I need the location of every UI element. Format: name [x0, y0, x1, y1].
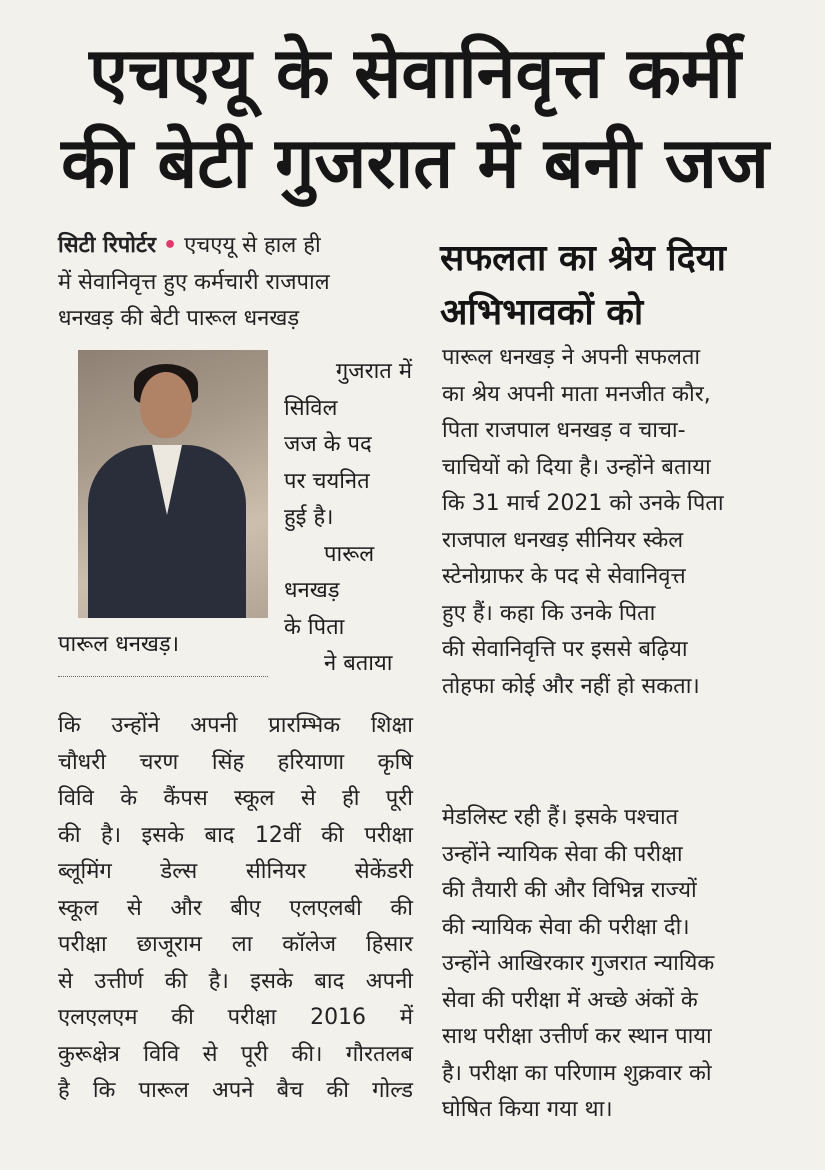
subheading [440, 232, 820, 340]
headline [20, 28, 810, 208]
byline: सिटी रिपोर्टर [58, 233, 156, 258]
body-line: की सेवानिवृत्ति पर इससे बढ़िया [442, 637, 688, 662]
body-line: से उत्तीर्ण की है। इसके बाद अपनी [58, 968, 413, 994]
body-line: राजपाल धनखड़ सीनियर स्केल [442, 527, 684, 553]
body-line: साथ परीक्षा उत्तीर्ण कर स्थान पाया [442, 1024, 712, 1049]
body-line: चौधरी चरण सिंह हरियाणा कृषि [58, 749, 413, 775]
body-line: तोहफा कोई और नहीं हो सकता। [442, 673, 700, 699]
byline-bullet: • [163, 233, 178, 258]
body-line: मेडलिस्ट रही हैं। इसके पश्चात [442, 805, 679, 830]
body-line: की है। इसके बाद 12वीं की परीक्षा [58, 822, 413, 848]
subheading-line-2: अभिभावकों को [440, 292, 644, 333]
beside-line: के पिता [284, 614, 345, 640]
beside-line: पर चयनित [284, 468, 370, 494]
body-line: सेवा की परीक्षा में अच्छे अंकों के [442, 987, 698, 1013]
intro-line-2: में सेवानिवृत्त हुए कर्मचारी राजपाल [58, 269, 330, 295]
beside-line: सिविल [284, 395, 338, 421]
body-line: है कि पारूल अपने बैच की गोल्ड [58, 1078, 413, 1103]
body-line: है। परीक्षा का परिणाम शुक्रवार को [442, 1060, 712, 1086]
body-line: कि उन्होंने अपनी प्रारम्भिक शिक्षा [58, 713, 413, 738]
body-line: उन्होंने आखिरकार गुजरात न्यायिक [442, 951, 715, 976]
subheading-line-1: सफलता का श्रेय दिया [440, 238, 726, 279]
photo-face [140, 372, 192, 438]
intro-line-1: सिटी रिपोर्टर • एचएयू से हाल ही [58, 233, 321, 258]
right-top-paragraph [442, 340, 812, 705]
beside-line: पारूल [324, 541, 375, 567]
body-line: ब्लूमिंग डेल्स सीनियर सेकेंडरी [58, 859, 413, 884]
headline-line-1: एचएयू के सेवानिवृत्त कर्मी [89, 32, 741, 114]
body-line: चाचियों को दिया है। उन्होंने बताया [442, 454, 711, 480]
caption-divider [58, 676, 268, 677]
headline-line-2: की बेटी गुजरात में बनी जज [61, 122, 769, 204]
body-line: हुए हैं। कहा कि उनके पिता [442, 600, 656, 626]
body-line: की तैयारी की और विभिन्न राज्यों [442, 878, 697, 903]
left-body-paragraph [58, 708, 413, 1110]
beside-line: ने बताया [324, 651, 393, 676]
beside-line: धनखड़ [284, 578, 340, 603]
intro-line-3: धनखड़ की बेटी पारूल धनखड़ [58, 306, 300, 331]
body-line: उन्होंने न्यायिक सेवा की परीक्षा [442, 841, 683, 867]
body-line: पिता राजपाल धनखड़ व चाचा- [442, 418, 686, 443]
right-bottom-paragraph [442, 800, 812, 1129]
beside-line: हुई है। [284, 505, 334, 530]
body-line: कि 31 मार्च 2021 को उनके पिता [442, 491, 724, 516]
body-line: विवि के कैंपस स्कूल से ही पूरी [58, 786, 413, 811]
beside-line: जज के पद [284, 432, 372, 457]
body-line: परीक्षा छाजूराम ला कॉलेज हिसार [58, 932, 413, 957]
body-line: का श्रेय अपनी माता मनजीत कौर, [442, 381, 711, 407]
portrait-photo [78, 350, 268, 618]
body-line: स्टेनोग्राफर के पद से सेवानिवृत्त [442, 564, 686, 589]
body-line: घोषित किया गया था। [442, 1097, 613, 1122]
beside-line: गुजरात में [335, 359, 412, 384]
photo-caption: पारूल धनखड़। [58, 632, 180, 657]
body-line: कुरूक्षेत्र विवि से पूरी की। गौरतलब [58, 1041, 413, 1067]
body-line: एलएलएम की परीक्षा 2016 में [58, 1005, 413, 1030]
body-line: स्कूल से और बीए एलएलबी की [58, 895, 413, 921]
body-line: पारूल धनखड़ ने अपनी सफलता [442, 345, 701, 370]
intro-paragraph [58, 228, 413, 338]
beside-photo-text [284, 354, 412, 683]
body-line: की न्यायिक सेवा की परीक्षा दी। [442, 914, 690, 940]
